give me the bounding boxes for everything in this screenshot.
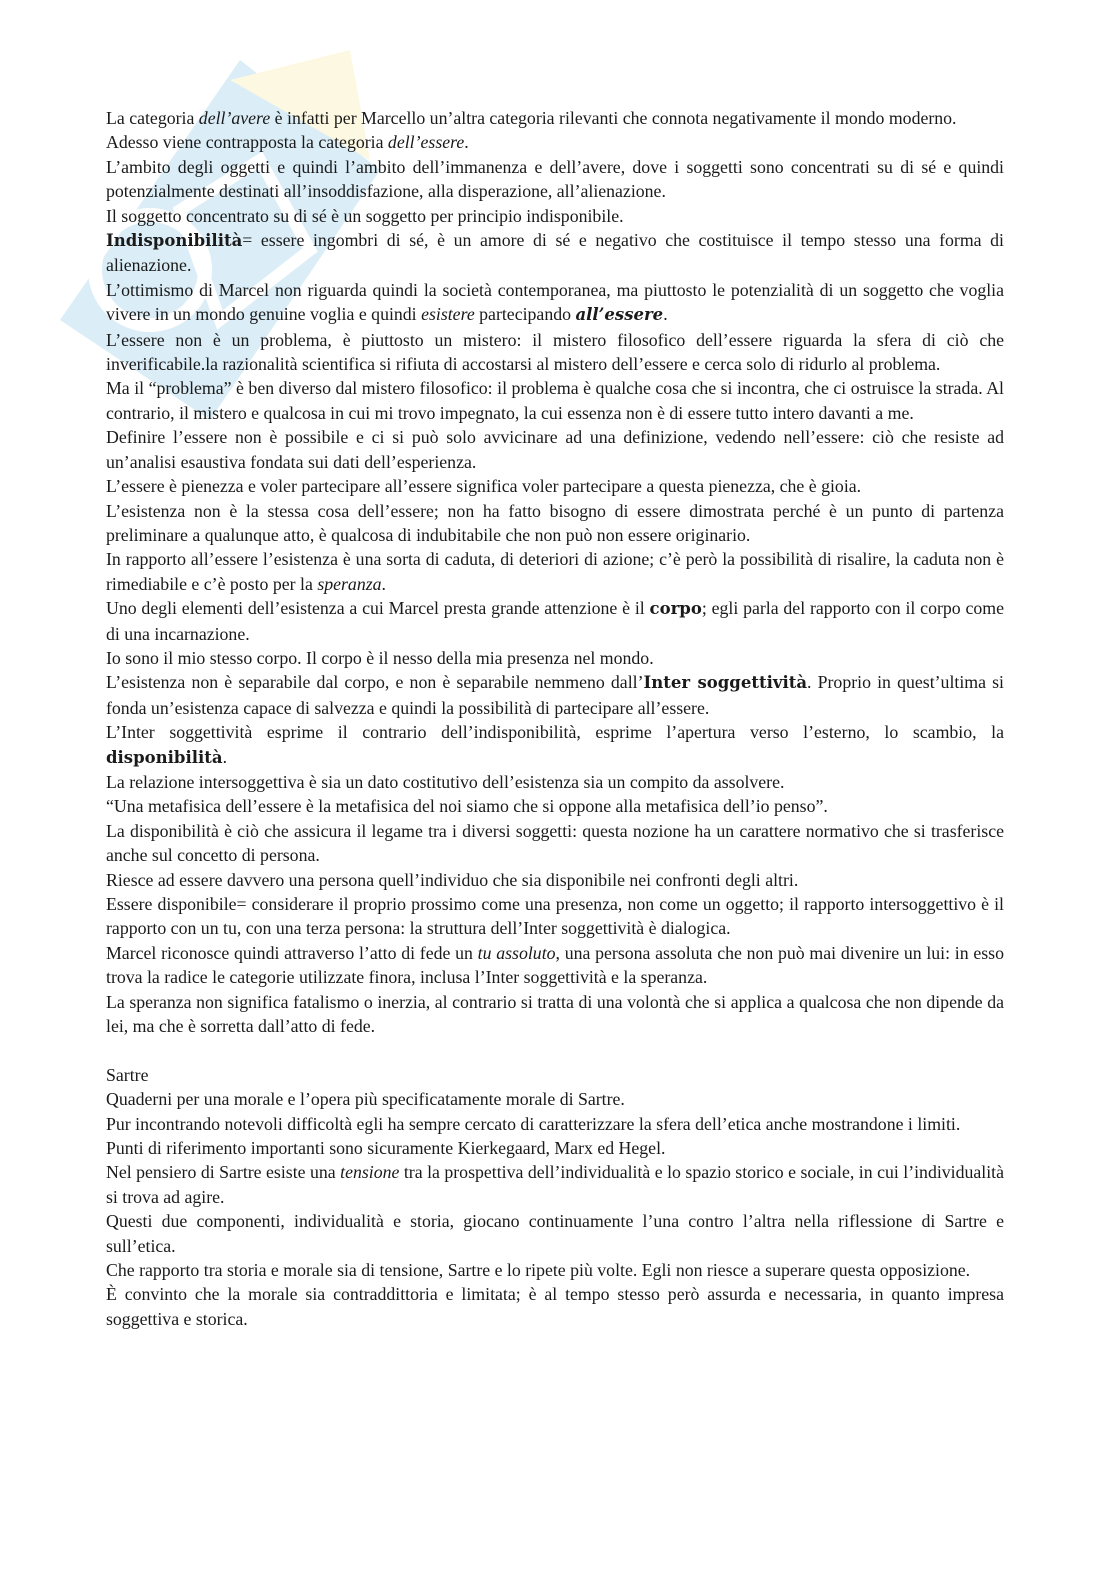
- paragraph: [106, 499, 1004, 548]
- paragraph: [106, 670, 1004, 720]
- paragraph: [106, 770, 1004, 794]
- emphasis-text: dell’avere: [198, 108, 271, 128]
- text-run: È convinto che la morale sia contraddittoria e limitata; è al tempo stesso però assurda e necessaria, in quanto impresa soggettiva e storica.: [106, 1284, 1004, 1329]
- text-run: La speranza non significa fatalismo o inerzia, al contrario si tratta di una volontà che si applica a qualcosa che non dipende da lei, ma che è sorretta dall’atto di fede.: [106, 991, 1004, 1037]
- text-run: Marcel riconosce quindi attraverso l’atto di fede un: [106, 942, 478, 963]
- text-run: .: [663, 304, 668, 325]
- text-run: .: [464, 132, 469, 153]
- paragraph: [106, 596, 1004, 646]
- text-run: L’Inter soggettività esprime il contrario dell’indisponibilità, esprime l’apertura verso l’esterno, lo scambio, la: [106, 722, 1004, 743]
- text-run: L’essere è pienezza e voler partecipare all’essere significa voler partecipare a questa pienezza, che è gioia.: [106, 476, 862, 497]
- text-run: L’ottimismo di Marcel non riguarda quindi la società contemporanea, ma piuttosto le potenzialità di un soggetto che voglia vivere in un mondo genuine voglia e quindi: [106, 279, 1004, 325]
- text-run: “Una metafisica dell’essere è la metafisica del noi siamo che si oppone alla metafisica dell’io penso”.: [106, 796, 828, 817]
- text-run: Nel pensiero di Sartre esiste una: [106, 1162, 341, 1183]
- paragraph: [106, 1112, 1004, 1136]
- text-run: Essere disponibile= considerare il proprio prossimo come una presenza, non come un oggetto; il rapporto intersoggettivo è il rapporto con un tu, con una terza persona: la struttura dell’Inter soggettività è dialogica.: [106, 894, 1004, 939]
- emphasis-text: dell’essere: [387, 132, 465, 153]
- emphasis-text: corpo: [649, 599, 702, 619]
- text-run: L’esistenza non è separabile dal corpo, e non è separabile nemmeno dall’: [106, 672, 644, 693]
- paragraph: [106, 892, 1004, 941]
- paragraph: [106, 278, 1004, 328]
- text-run: Punti di riferimento importanti sono sicuramente Kierkegaard, Marx ed Hegel.: [106, 1138, 666, 1159]
- text-run: La categoria: [106, 108, 199, 128]
- paragraph: [106, 941, 1004, 990]
- text-run: ; egli parla del rapporto con il corpo come di una incarnazione.: [106, 598, 1004, 644]
- paragraph: [106, 547, 1004, 596]
- text-run: Il soggetto concentrato su di sé è un soggetto per principio indisponibile.: [106, 205, 624, 226]
- emphasis-text: speranza: [317, 573, 382, 594]
- text-run: L’esistenza non è la stessa cosa dell’essere; non ha fatto bisogno di essere dimostrata perché è un punto di partenza preliminare a qualunque atto, è qualcosa di indubitabile che non può non essere originario.: [106, 500, 1004, 545]
- paragraph: [106, 328, 1004, 377]
- paragraph: [106, 1160, 1004, 1209]
- text-run: partecipando: [474, 304, 576, 325]
- text-run: L’essere non è un problema, è piuttosto un mistero: il mistero filosofico dell’essere riguarda la sfera di ciò che inverificabile.la razionalità scientifica si rifiuta di accostarsi al mistero dell’essere e cerca solo di ridurlo al problema.: [106, 329, 1004, 375]
- paragraph: [106, 1209, 1004, 1258]
- text-run: La relazione intersoggettiva è sia un dato costitutivo dell’esistenza sia un compito da assolvere.: [106, 771, 785, 792]
- paragraph: [106, 155, 1004, 204]
- text-run: Uno degli elementi dell’esistenza a cui Marcel presta grande attenzione è il: [106, 598, 650, 619]
- emphasis-text: disponibilità: [106, 747, 223, 767]
- text-run: Riesce ad essere davvero una persona quell’individuo che sia disponibile nei confronti degli altri.: [106, 869, 799, 890]
- paragraph: [106, 720, 1004, 770]
- paragraph: [106, 204, 1004, 228]
- emphasis-text: Indisponibilità: [106, 231, 243, 251]
- text-run: Io sono il mio stesso corpo. Il corpo è il nesso della mia presenza nel mondo.: [106, 647, 654, 668]
- paragraph: [106, 376, 1004, 425]
- text-run: Questi due componenti, individualità e storia, giocano continuamente l’una contro l’altra nella riflessione di Sartre e sull’etica.: [106, 1211, 1004, 1256]
- paragraph: [106, 228, 1004, 278]
- text-run: Adesso viene contrapposta la categoria: [106, 132, 388, 153]
- paragraph-gap: [106, 1038, 1004, 1062]
- paragraph: [106, 106, 1004, 130]
- paragraph: [106, 1087, 1004, 1111]
- paragraph: [106, 990, 1004, 1039]
- emphasis-text: Inter soggettività: [643, 673, 808, 693]
- paragraph: [106, 1258, 1004, 1282]
- paragraph: [106, 1282, 1004, 1331]
- section-heading-sartre: [106, 1063, 1004, 1087]
- text-run: .: [381, 573, 386, 594]
- text-run: In rapporto all’essere l’esistenza è una sorta di caduta, di deteriori di azione; c’è però la possibilità di risalire, la caduta non è rimediabile e c’è posto per la: [106, 549, 1004, 594]
- emphasis-text: tu assoluto: [477, 942, 556, 963]
- paragraph: [106, 1136, 1004, 1160]
- text-run: .: [222, 746, 228, 767]
- emphasis-text: tensione: [340, 1162, 400, 1183]
- document-body: [106, 106, 1004, 1331]
- paragraph: [106, 794, 1004, 818]
- paragraph: [106, 130, 1004, 154]
- text-run: . Proprio in quest’ultima si fonda un’esistenza capace di salvezza e quindi la possibilità di partecipare all’essere.: [106, 672, 1004, 718]
- text-run: Sartre: [106, 1064, 149, 1085]
- text-run: Ma il “problema” è ben diverso dal mistero filosofico: il problema è qualche cosa che si incontra, che ci ostruisce la strada. Al contrario, il mistero e qualcosa in cui mi trovo impegnato, la cui essenza non è di essere tutto intero davanti a me.: [106, 378, 1004, 423]
- text-run: Pur incontrando notevoli difficoltà egli ha sempre cercato di caratterizzare la sfera dell’etica anche mostrandone i limiti.: [106, 1113, 961, 1134]
- paragraph: [106, 646, 1004, 670]
- text-run: , una persona assoluta che non può mai divenire un lui: in esso trova la radice le categorie utilizzate finora, inclusa l’Inter soggettività e la speranza.: [106, 942, 1004, 988]
- paragraph: [106, 425, 1004, 474]
- text-run: Definire l’essere non è possibile e ci si può solo avvicinare ad una definizione, vedendo nell’essere: ciò che resiste ad un’analisi esaustiva fondata sui dati dell’esperienza.: [106, 427, 1004, 472]
- paragraph: [106, 474, 1004, 498]
- text-run: La disponibilità è ciò che assicura il legame tra i diversi soggetti: questa nozione ha un carattere normativo che si trasferisce anche sul concetto di persona.: [106, 820, 1004, 866]
- text-run: = essere ingombri di sé, è un amore di sé e negativo che costituisce il tempo stesso una forma di alienazione.: [106, 230, 1004, 276]
- text-run: L’ambito degli oggetti e quindi l’ambito dell’immanenza e dell’avere, dove i soggetti sono concentrati su di sé e quindi potenzialmente destinati all’insoddisfazione, alla disperazione, all’alienazione.: [106, 156, 1004, 202]
- emphasis-text: all’essere: [575, 305, 664, 325]
- text-run: tra la prospettiva dell’individualità e lo spazio storico e sociale, in cui l’individualità si trova ad agire.: [106, 1162, 1004, 1207]
- text-run: Quaderni per una morale e l’opera più specificatamente morale di Sartre.: [106, 1089, 625, 1110]
- paragraph: [106, 868, 1004, 892]
- text-run: Che rapporto tra storia e morale sia di tensione, Sartre e lo ripete più volte. Egli non riesce a superare questa opposizione.: [106, 1260, 971, 1281]
- text-run: è infatti per Marcello un’altra categoria rilevanti che connota negativamente il mondo moderno.: [270, 108, 957, 128]
- paragraph: [106, 819, 1004, 868]
- emphasis-text: esistere: [421, 304, 475, 325]
